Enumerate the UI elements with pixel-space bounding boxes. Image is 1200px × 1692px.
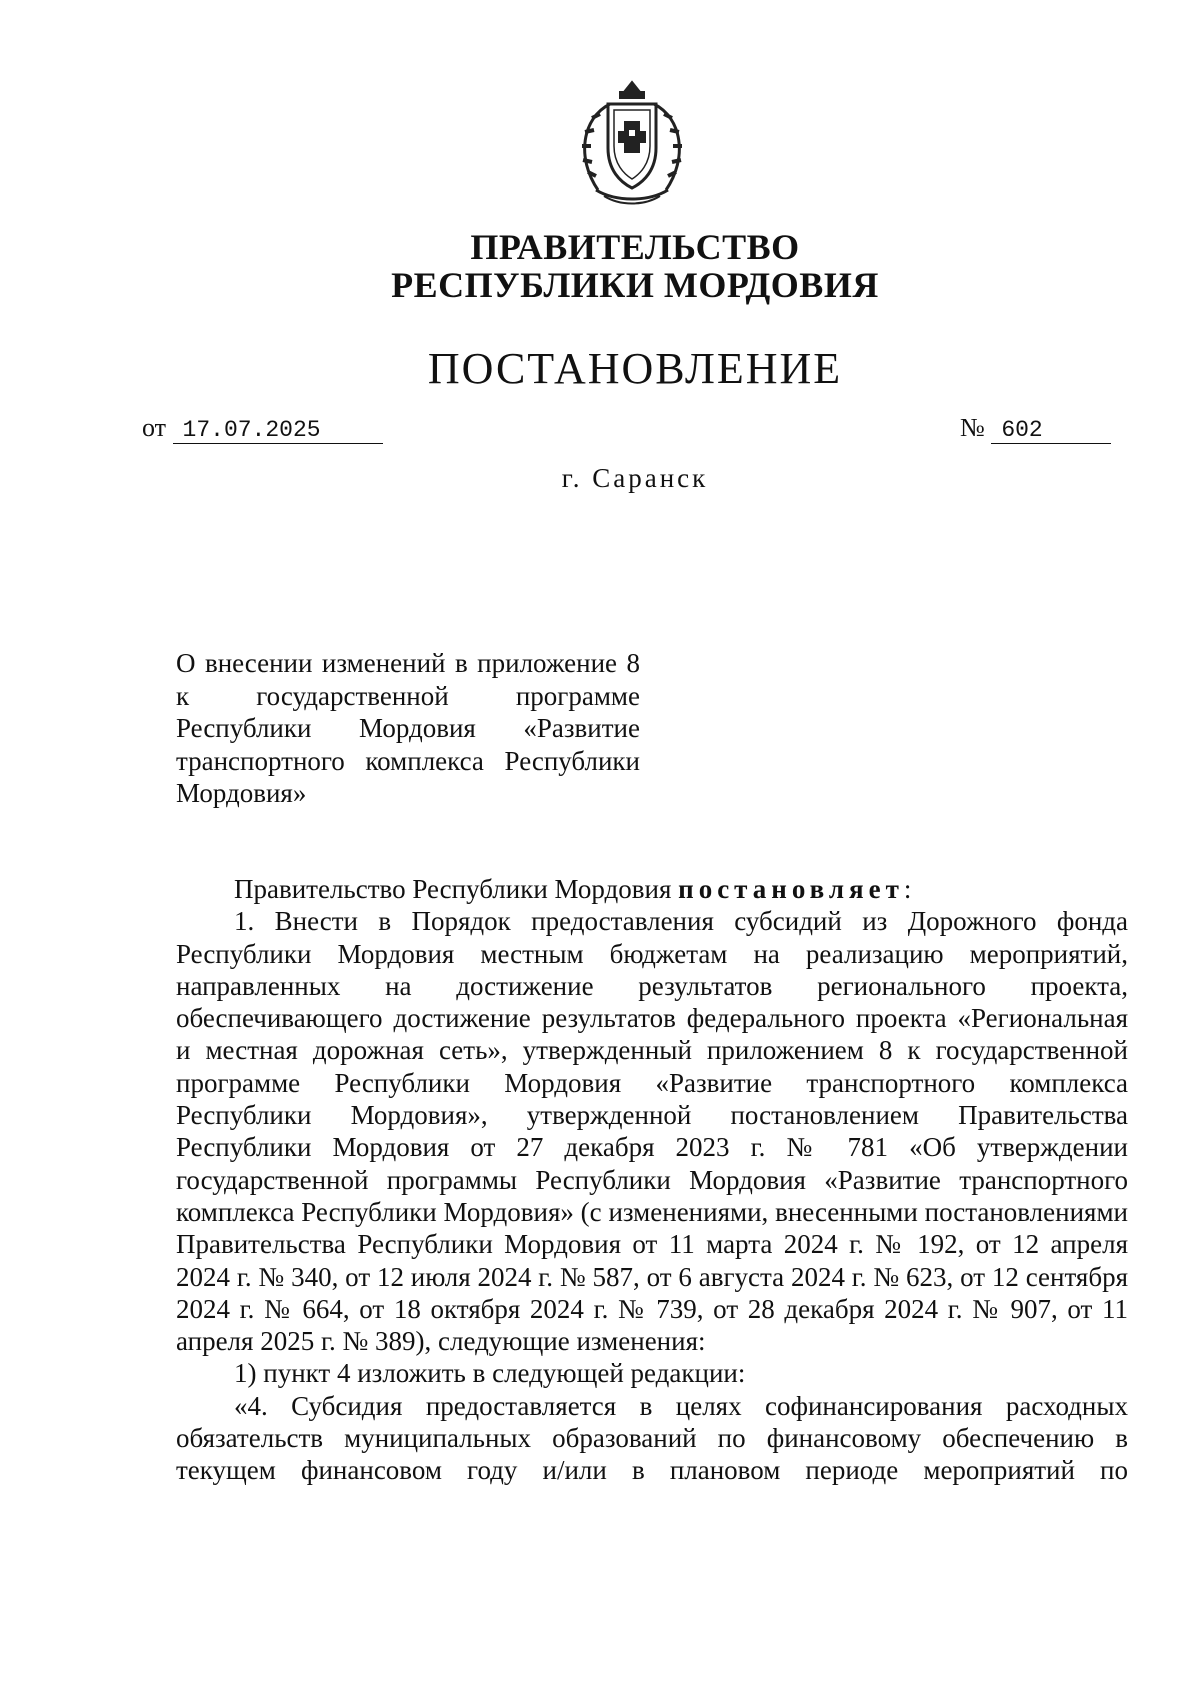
paragraph-3: «4. Субсидия предоставляется в целях софинансирования расходных обязательств муниципальных образований по финансовому обеспечению в текущем финансовом году и/или в плановом периоде мероприятий по — [176, 1390, 1128, 1486]
paragraph-2: 1) пункт 4 изложить в следующей редакции: — [234, 1358, 746, 1389]
intro-action: постановляет — [678, 874, 904, 904]
government-line-1: ПРАВИТЕЛЬСТВО — [470, 227, 800, 267]
number-value: 602 — [1001, 417, 1043, 443]
date-prefix: от — [142, 413, 167, 442]
date-value: 17.07.2025 — [182, 417, 321, 443]
intro-text: Правительство Республики Мордовия — [234, 874, 672, 904]
document-type: ПОСТАНОВЛЕНИЕ — [427, 344, 843, 393]
number-field — [991, 415, 1111, 444]
document-number — [960, 413, 1111, 444]
coat-of-arms-emblem — [570, 78, 694, 210]
number-prefix: № — [960, 413, 985, 442]
document-body — [176, 873, 1128, 1487]
government-name — [0, 228, 1200, 304]
intro-paragraph — [176, 873, 1128, 905]
paragraph-1: 1. Внести в Порядок предоставления субсидий из Дорожного фонда Республики Мордовия местным бюджетам на реализацию мероприятий, направленных на достижение результатов регионального проекта, обеспечивающего достижение результатов федерального проекта «Региональная и местная дорожная сеть», утвержденный приложением 8 к государственной программе Республики Мордовия «Развитие транспортного комплекса Республики Мордовия», утвержденной постановлением Правительства Республики Мордовия от 27 декабря 2023 г. № 781 «Об утверждении государственной программы Республики Мордовия «Развитие транспортного комплекса Республики Мордовия» (с изменениями, внесенными постановлениями Правительства Республики Мордовия от 11 марта 2024 г. № 192, от 12 апреля 2024 г. № 340, от 12 июля 2024 г. № 587, от 6 августа 2024 г. № 623, от 12 сентября 2024 г. № 664, от 18 октября 2024 г. № 739, от 28 декабря 2024 г. № 907, от 11 апреля 2025 г. № 389), следующие изменения: — [176, 906, 1128, 1357]
government-line-2: РЕСПУБЛИКИ МОРДОВИЯ — [391, 265, 879, 305]
document-title: О внесении изменений в приложение 8 к государственной программе Республики Мордовия «Развитие транспортного комплекса Республики Мордовия» — [176, 648, 640, 808]
date-field — [173, 415, 383, 444]
document-date — [142, 413, 383, 444]
intro-colon: : — [903, 874, 912, 904]
city: г. Саранск — [561, 463, 709, 493]
